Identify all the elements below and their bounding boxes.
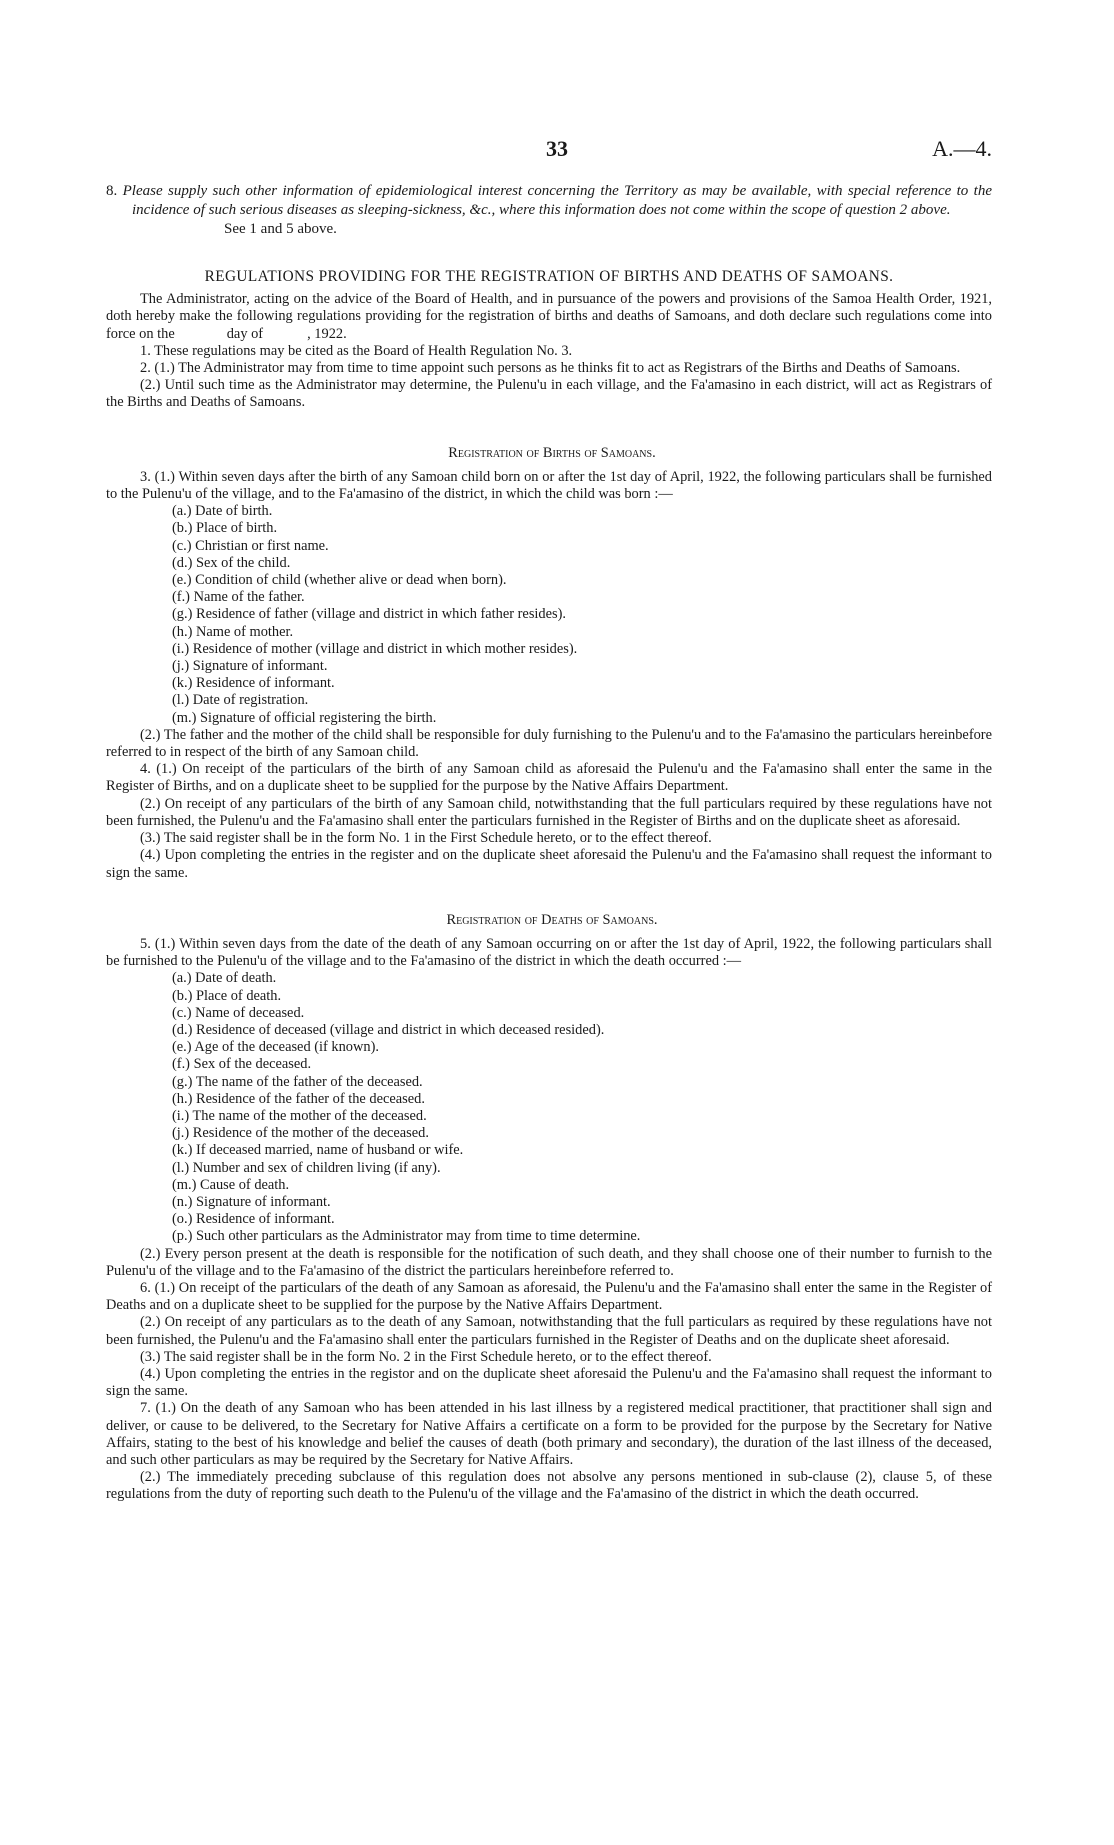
list-item: (d.) Sex of the child.: [172, 554, 291, 571]
question-number: 8.: [106, 183, 118, 199]
deaths-list: [106, 970, 992, 1245]
list-item: (g.) The name of the father of the deceased.: [172, 1073, 423, 1090]
regulation-7-2: (2.) The immediately preceding subclause of this regulation does not absolve any persons mentioned in sub-clause (2), clause 5, of these regulations from the duty of reporting such death to the Pulenu'u of the village and the Fa'amasino of the district in which the death occurred.: [106, 1469, 992, 1503]
list-item: (p.) Such other particulars as the Administrator may from time to time determine.: [172, 1228, 641, 1245]
regulation-3-2: (2.) The father and the mother of the child shall be responsible for duly furnishing to the Pulenu'u and to the Fa'amasino the particulars hereinbefore referred to in respect of the birth of any Samoan child.: [106, 726, 992, 761]
preamble-text: The Administrator, acting on the advice of the Board of Health, and in pursuance of the powers and provisions of the Samoa Health Order, 1921, doth hereby make the following regulations providing for the registration of births and deaths of Samoans, and doth declare such regulations come into force on the: [106, 291, 992, 342]
list-item: (l.) Date of registration.: [172, 692, 309, 709]
regulation-6-2: (2.) On receipt of any particulars as to the death of any Samoan, notwithstanding that the full particulars as required by these regulations have not been furnished, the Pulenu'u and the Fa'amasino shall enter the particulars furnished in the Register of Deaths and on the duplicate sheet aforesaid.: [106, 1314, 992, 1348]
regulation-6-1: 6. (1.) On receipt of the particulars of the death of any Samoan as aforesaid, the Pulenu'u and the Fa'amasino shall enter the same in the Register of Deaths and on a duplicate sheet to be supplied for the purpose by the Native Affairs Department.: [106, 1279, 992, 1314]
deaths-heading: Registration of Deaths of Samoans.: [446, 911, 658, 928]
list-item: (f.) Sex of the deceased.: [172, 1056, 312, 1073]
regulation-4-4: (4.) Upon completing the entries in the register and on the duplicate sheet aforesaid the Pulenu'u and the Fa'amasino shall request the informant to sign the same.: [106, 847, 992, 881]
regulation-4-2: (2.) On receipt of any particulars of the birth of any Samoan child, notwithstanding that the full particulars required by these regulations have not been furnished, the Pulenu'u and the Fa'amasino shall enter the particulars furnished in the Register of Births and on the duplicate sheet as aforesaid.: [106, 795, 992, 829]
regulations-title: REGULATIONS PROVIDING FOR THE REGISTRATION OF BIRTHS AND DEATHS OF SAMOANS.: [204, 268, 894, 285]
preamble-year: , 1922.: [307, 325, 347, 342]
list-item: (b.) Place of birth.: [172, 520, 278, 537]
list-item: (h.) Name of mother.: [172, 623, 294, 640]
regulation-7-1: 7. (1.) On the death of any Samoan who has been attended in his last illness by a registered medical practitioner, that practitioner shall sign and deliver, or cause to be delivered, to the Secretary for Native Affairs a certificate on a form to be provided for the purpose by the Secretary for Native Affairs, stating to the best of his knowledge and belief the causes of death (both primary and secondary), the duration of the last illness of the deceased, and such other particulars as may be required by the Secretary for Native Affairs.: [106, 1400, 992, 1468]
list-item: (d.) Residence of deceased (village and district in which deceased resided).: [172, 1021, 605, 1038]
births-intro: 3. (1.) Within seven days after the birth of any Samoan child born on or after the 1st day of April, 1922, the following particulars shall be furnished to the Pulenu'u of the village, and to the Fa'amasino of the district, in which the child was born :—: [106, 468, 992, 503]
regulation-5-2: (2.) Every person present at the death is responsible for the notification of such death, and they shall choose one of their number to furnish to the Pulenu'u of the village and to the Fa'amasino of the district the particulars hereinbefore referred to.: [106, 1245, 992, 1279]
list-item: (e.) Age of the deceased (if known).: [172, 1039, 379, 1056]
list-item: (c.) Name of deceased.: [172, 1004, 305, 1021]
list-item: (o.) Residence of informant.: [172, 1211, 335, 1228]
list-item: (i.) Residence of mother (village and district in which mother resides).: [172, 640, 578, 657]
list-item: (e.) Condition of child (whether alive or dead when born).: [172, 572, 507, 589]
births-heading: Registration of Births of Samoans.: [448, 444, 656, 461]
list-item: (k.) Residence of informant.: [172, 675, 335, 692]
list-item: (j.) Residence of the mother of the deceased.: [172, 1125, 429, 1142]
births-list: [106, 503, 992, 727]
list-item: (g.) Residence of father (village and district in which father resides).: [172, 606, 566, 623]
list-item: (a.) Date of death.: [172, 970, 277, 987]
regulation-4-3: (3.) The said register shall be in the form No. 1 in the First Schedule hereto, or to the effect thereof.: [140, 830, 712, 847]
preamble-day-of: day of: [226, 325, 264, 342]
question-8: [106, 182, 992, 220]
list-item: (k.) If deceased married, name of husband or wife.: [172, 1142, 464, 1159]
page-number: 33: [546, 136, 568, 161]
regulation-4-1: 4. (1.) On receipt of the particulars of the birth of any Samoan child as aforesaid the Pulenu'u and the Fa'amasino shall enter the same in the Register of Births, and on a duplicate sheet to be supplied for the purpose by the Native Affairs Department.: [106, 761, 992, 795]
regulation-2-1: 2. (1.) The Administrator may from time to time appoint such persons as he thinks fit to act as Registrars of the Births and Deaths of Samoans.: [140, 360, 961, 377]
list-item: (m.) Cause of death.: [172, 1176, 290, 1193]
document-body: [106, 182, 992, 1504]
regulation-6-4: (4.) Upon completing the entries in the registor and on the duplicate sheet aforesaid the Pulenu'u and the Fa'amasino shall request the informant to sign the same.: [106, 1365, 992, 1400]
list-item: (n.) Signature of informant.: [172, 1193, 331, 1210]
page-reference: A.—4.: [932, 136, 992, 161]
list-item: (a.) Date of birth.: [172, 503, 273, 520]
regulation-1: 1. These regulations may be cited as the Board of Health Regulation No. 3.: [140, 342, 573, 359]
regulation-2-2: (2.) Until such time as the Administrator may determine, the Pulenu'u in each village, and the Fa'amasino in each district, will act as Registrars of the Births and Deaths of Samoans.: [106, 377, 992, 411]
list-item: (c.) Christian or first name.: [172, 537, 329, 554]
list-item: (j.) Signature of informant.: [172, 658, 328, 675]
question-text: Please supply such other information of epidemiological interest concerning the Territory as may be available, with special reference to the incidence of such serious diseases as sleeping-sickness, &c., where this information does not come within the scope of question 2 above.: [122, 183, 993, 218]
list-item: (h.) Residence of the father of the deceased.: [172, 1090, 425, 1107]
regulation-6-3: (3.) The said register shall be in the form No. 2 in the First Schedule hereto, or to the effect thereof.: [140, 1348, 712, 1365]
deaths-intro: 5. (1.) Within seven days from the date of the death of any Samoan occurring on or after the 1st day of April, 1922, the following particulars shall be furnished to the Pulenu'u of the village and to the Fa'amasino of the district in which the death occurred :—: [106, 935, 992, 970]
list-item: (l.) Number and sex of children living (if any).: [172, 1159, 441, 1176]
list-item: (f.) Name of the father.: [172, 589, 305, 606]
list-item: (b.) Place of death.: [172, 987, 282, 1004]
preamble: [106, 291, 992, 343]
list-item: (m.) Signature of official registering the birth.: [172, 709, 437, 726]
list-item: (i.) The name of the mother of the deceased.: [172, 1107, 427, 1124]
question-answer: See 1 and 5 above.: [224, 221, 337, 237]
